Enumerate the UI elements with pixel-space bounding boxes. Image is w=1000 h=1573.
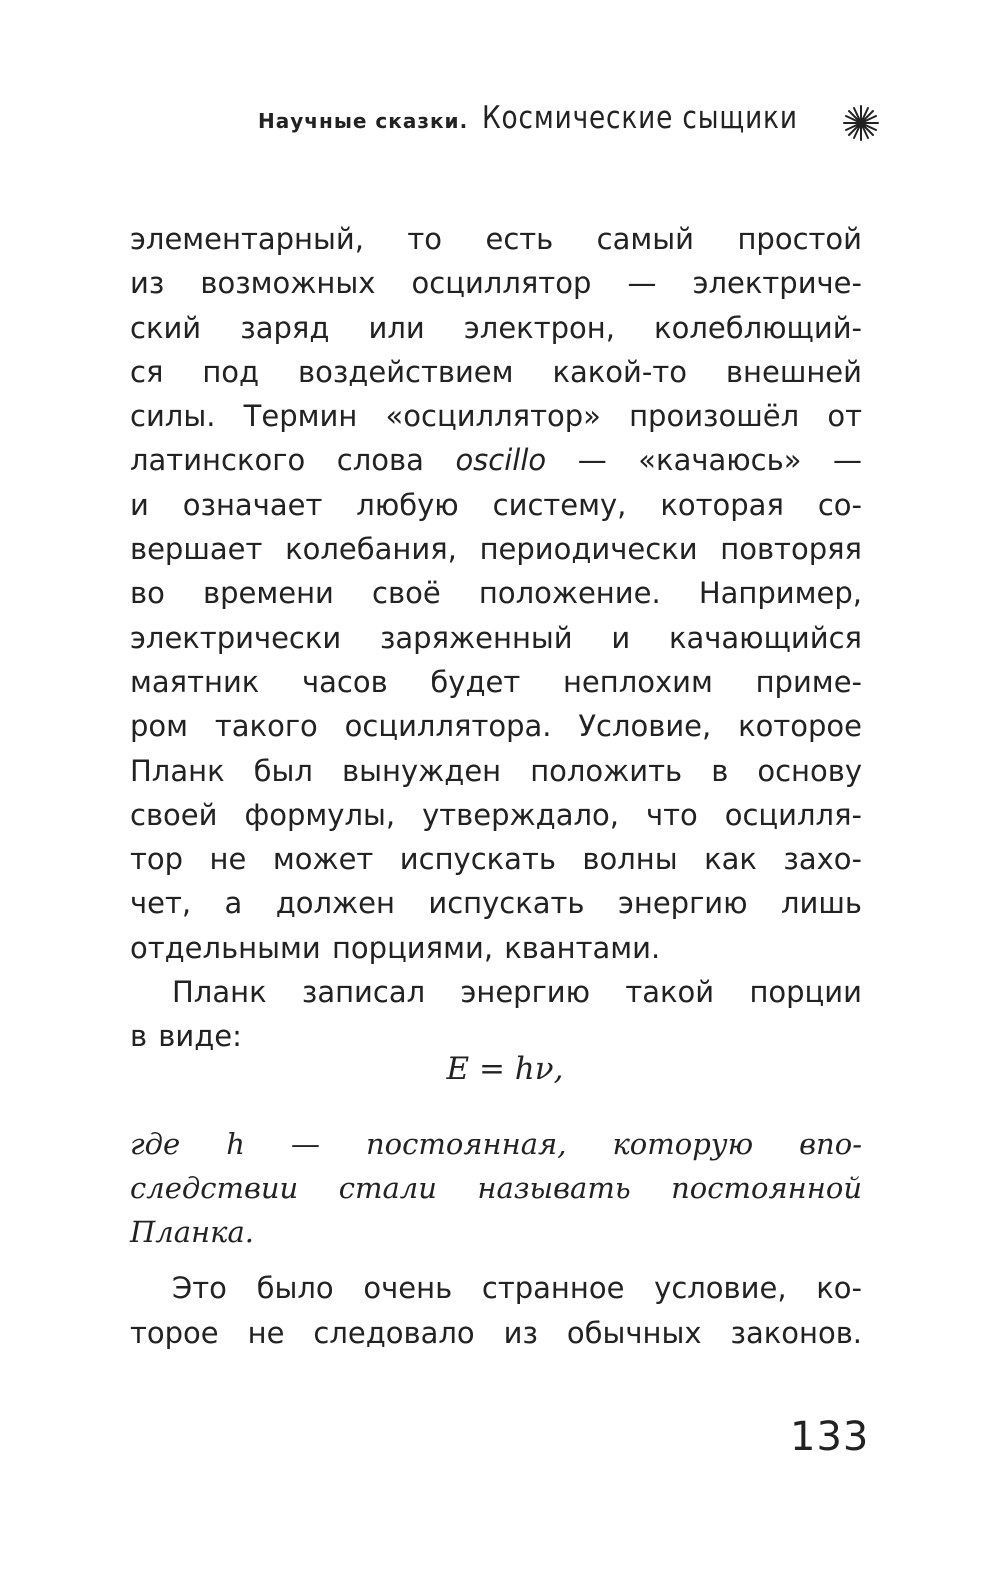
text-line: Планк записал энергию такой порции <box>172 975 862 1010</box>
text-line: маятник часов будет неплохим приме- <box>130 664 862 699</box>
text-line: из возможных осциллятор — электриче- <box>130 266 862 301</box>
text-line: ский заряд или электрон, колеблющий- <box>130 310 862 345</box>
starburst-icon <box>838 100 884 146</box>
series-title: Научные сказки. <box>258 109 469 133</box>
text-line: тор не может испускать волны как захо- <box>130 842 862 877</box>
closing-paragraph <box>130 1266 862 1355</box>
text-line: во времени своё положение. Например, <box>130 576 862 611</box>
text-line: своей формулы, утверждало, что осцилля- <box>130 797 862 832</box>
latin-word: oscillo <box>455 443 547 478</box>
text-line: ром такого осциллятора. Условие, которое <box>130 709 862 744</box>
text-line: латинского слова oscillo — «качаюсь» — <box>130 443 863 478</box>
formula-text: E = hν, <box>446 1051 564 1087</box>
text-line: отдельными порциями, квантами. <box>130 930 661 965</box>
text-line: ся под воздействием какой-то внешней <box>130 354 862 389</box>
text-line: силы. Термин «осциллятор» произошёл от <box>130 399 862 434</box>
book-title: Космические сыщики <box>482 100 798 136</box>
text-line: вершает колебания, периодически повторяя <box>130 532 862 567</box>
italic-line: где h — постоянная, которую впо- <box>130 1127 862 1161</box>
formula <box>0 1051 1000 1087</box>
running-header <box>258 100 854 136</box>
text-line: Это было очень странное условие, ко- <box>172 1271 862 1305</box>
text-line: торое не следовало из обычных законов. <box>130 1315 862 1350</box>
text-line: в виде: <box>130 1019 242 1054</box>
main-text <box>130 217 862 1059</box>
text-line: электрически заряженный и качающийся <box>130 620 862 655</box>
page-number: 133 <box>790 1414 870 1460</box>
italic-note <box>130 1122 862 1254</box>
text-line: Планк был вынужден положить в основу <box>130 753 862 788</box>
text-line: элементарный, то есть самый простой <box>130 222 862 256</box>
italic-line: Планка. <box>130 1215 254 1249</box>
italic-line: следствии стали называть постоянной <box>130 1171 862 1205</box>
text-line: чет, а должен испускать энергию лишь <box>130 886 862 921</box>
text-line: и означает любую систему, которая со- <box>130 487 862 522</box>
